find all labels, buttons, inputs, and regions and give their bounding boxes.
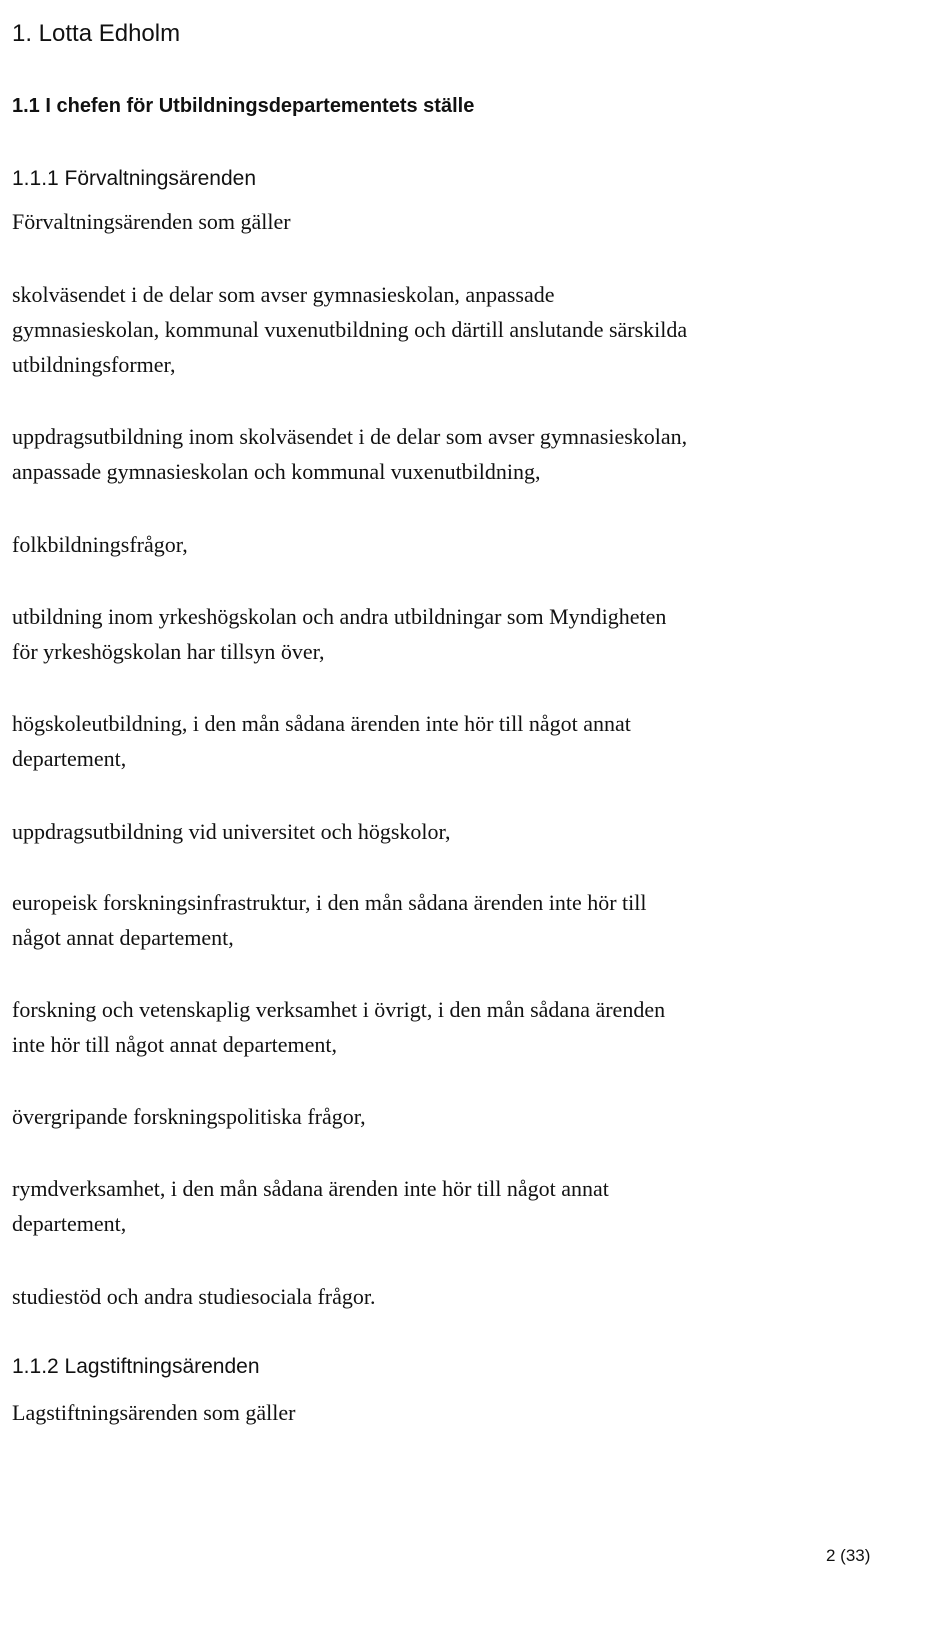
list-item-line: högskoleutbildning, i den mån sådana ärenden inte hör till något annat xyxy=(12,711,631,736)
list-item-line: rymdverksamhet, i den mån sådana ärenden inte hör till något annat xyxy=(12,1176,609,1201)
list-item-line: departement, xyxy=(12,1211,127,1236)
list-item-line: uppdragsutbildning vid universitet och högskolor, xyxy=(12,819,451,844)
intro-text: Förvaltningsärenden som gäller xyxy=(12,209,291,234)
list-item-line: skolväsendet i de delar som avser gymnasieskolan, anpassade xyxy=(12,282,555,307)
list-item-line: europeisk forskningsinfrastruktur, i den mån sådana ärenden inte hör till xyxy=(12,890,647,915)
list-item xyxy=(12,992,912,1062)
list-item-line: övergripande forskningspolitiska frågor, xyxy=(12,1104,366,1129)
list-item-line: uppdragsutbildning inom skolväsendet i de delar som avser gymnasieskolan, xyxy=(12,424,688,449)
list-item xyxy=(12,277,912,382)
section-heading-legislative: 1.1.2 Lagstiftningsärenden xyxy=(12,1355,260,1378)
list-item xyxy=(12,1279,912,1314)
list-item-line: studiestöd och andra studiesociala frågor. xyxy=(12,1284,376,1309)
list-item-line: utbildning inom yrkeshögskolan och andra utbildningar som Myndigheten xyxy=(12,604,667,629)
intro-text: Lagstiftningsärenden som gäller xyxy=(12,1400,296,1425)
list-item-line: folkbildningsfrågor, xyxy=(12,532,188,557)
list-item-line: departement, xyxy=(12,746,127,771)
list-item xyxy=(12,814,912,849)
list-item-line: anpassade gymnasieskolan och kommunal vuxenutbildning, xyxy=(12,459,541,484)
list-item xyxy=(12,1099,912,1134)
list-item xyxy=(12,419,912,489)
section-intro xyxy=(12,1395,912,1430)
list-item xyxy=(12,527,912,562)
role-heading: 1.1 I chefen för Utbildningsdepartementets ställe xyxy=(12,95,475,117)
list-item-line: inte hör till något annat departement, xyxy=(12,1032,338,1057)
page-number: 2 (33) xyxy=(826,1546,871,1565)
list-item-line: utbildningsformer, xyxy=(12,352,176,377)
list-item xyxy=(12,885,912,955)
list-item xyxy=(12,1171,912,1241)
list-item-line: forskning och vetenskaplig verksamhet i övrigt, i den mån sådana ärenden xyxy=(12,997,666,1022)
section-heading-administrative: 1.1.1 Förvaltningsärenden xyxy=(12,167,256,190)
list-item-line: något annat departement, xyxy=(12,925,234,950)
person-heading: 1. Lotta Edholm xyxy=(12,20,181,47)
list-item-line: för yrkeshögskolan har tillsyn över, xyxy=(12,639,325,664)
list-item xyxy=(12,706,912,776)
list-item xyxy=(12,599,912,669)
list-item-line: gymnasieskolan, kommunal vuxenutbildning och därtill anslutande särskilda xyxy=(12,317,688,342)
section-intro xyxy=(12,204,912,239)
